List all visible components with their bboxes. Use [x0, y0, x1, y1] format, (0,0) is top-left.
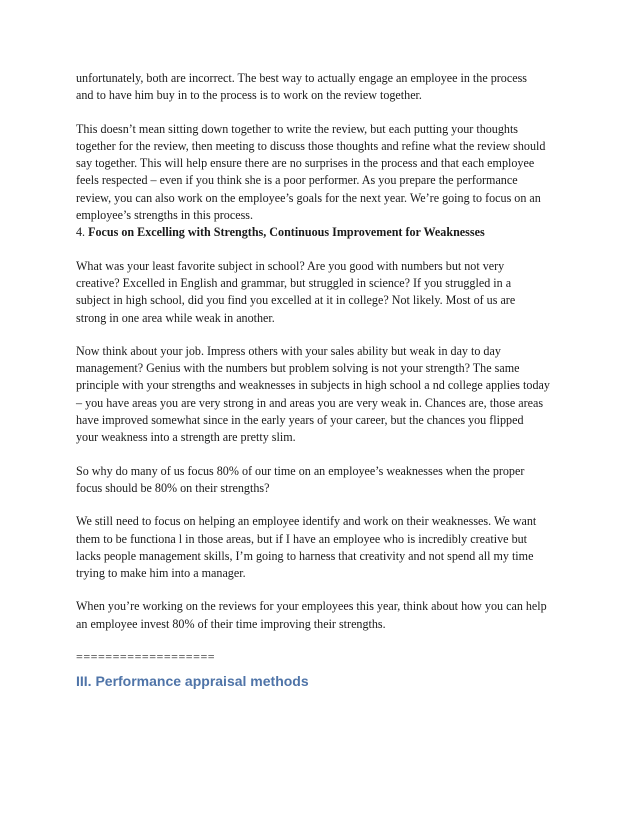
- text-line: together for the review, then meeting to discuss those thoughts and refine what the review should: [76, 138, 546, 153]
- paragraph-focus-80: [76, 463, 566, 498]
- paragraph-weaknesses: [76, 513, 566, 582]
- text-line: them to be functiona l in those areas, but if I have an employee who is incredibly creative but: [76, 531, 528, 546]
- heading-number: 4.: [76, 225, 89, 240]
- text-line: We still need to focus on helping an employee identify and work on their weaknesses. We want: [76, 514, 537, 529]
- paragraph-favorite-subject: [76, 258, 566, 327]
- text-line: lacks people management skills, I’m going to harness that creativity and not spend all my time: [76, 548, 534, 563]
- text-line: This doesn’t mean sitting down together to write the review, but each putting your thoughts: [76, 121, 519, 136]
- text-line: unfortunately, both are incorrect. The best way to actually engage an employee in the process: [76, 71, 527, 85]
- text-line: creative? Excelled in English and grammar, but struggled in science? If you struggled in a: [76, 275, 512, 290]
- text-line: and to have him buy in to the process is to work on the review together.: [76, 88, 422, 103]
- text-line: say together. This will help ensure there are no surprises in the process and that each employee: [76, 156, 535, 171]
- text-line: principle with your strengths and weaknesses in subjects in high school a nd college applies today: [76, 378, 550, 393]
- section-title: III. Performance appraisal methods: [76, 673, 309, 689]
- text-line: What was your least favorite subject in school? Are you good with numbers but not very: [76, 258, 505, 273]
- text-line: review, you can also work on the employee’s goals for the next year. We’re going to focus on an: [76, 190, 541, 205]
- text-line: your weakness into a strength are pretty slim.: [76, 430, 296, 445]
- text-line: employee’s strengths in this process.: [76, 208, 254, 223]
- document-body: [76, 70, 566, 666]
- text-line: subject in high school, did you find you excelled at it in college? Not likely. Most of us are: [76, 293, 516, 308]
- text-line: trying to make him into a manager.: [76, 566, 246, 581]
- text-line: When you’re working on the reviews for your employees this year, think about how you can help: [76, 599, 547, 614]
- text-line: So why do many of us focus 80% of our time on an employee’s weaknesses when the proper: [76, 463, 525, 478]
- paragraph-intro: [76, 70, 566, 105]
- paragraph-think-job: [76, 343, 566, 447]
- section-heading-4: [76, 224, 566, 241]
- text-line: – you have areas you are very strong in and areas you are very weak in. Chances are, those areas: [76, 395, 544, 410]
- heading-text: Focus on Excelling with Strengths, Continuous Improvement for Weaknesses: [88, 225, 485, 240]
- text-line: strong in one area while weak in another.: [76, 310, 275, 325]
- separator-line: ===================: [76, 650, 216, 665]
- text-line: management? Genius with the numbers but problem solving is not your strength? The same: [76, 361, 520, 376]
- text-line: focus should be 80% on their strengths?: [76, 480, 270, 495]
- paragraph-reviews-this-year: [76, 598, 566, 633]
- text-line: Now think about your job. Impress others with your sales ability but weak in day to day: [76, 343, 501, 358]
- text-line: feels respected – even if you think she is a poor performer. As you prepare the performance: [76, 173, 518, 188]
- text-line: an employee invest 80% of their time improving their strengths.: [76, 616, 386, 631]
- text-line: have improved somewhat since in the early years of your career, but the chances you flipped: [76, 413, 524, 428]
- paragraph-review-together: [76, 121, 566, 225]
